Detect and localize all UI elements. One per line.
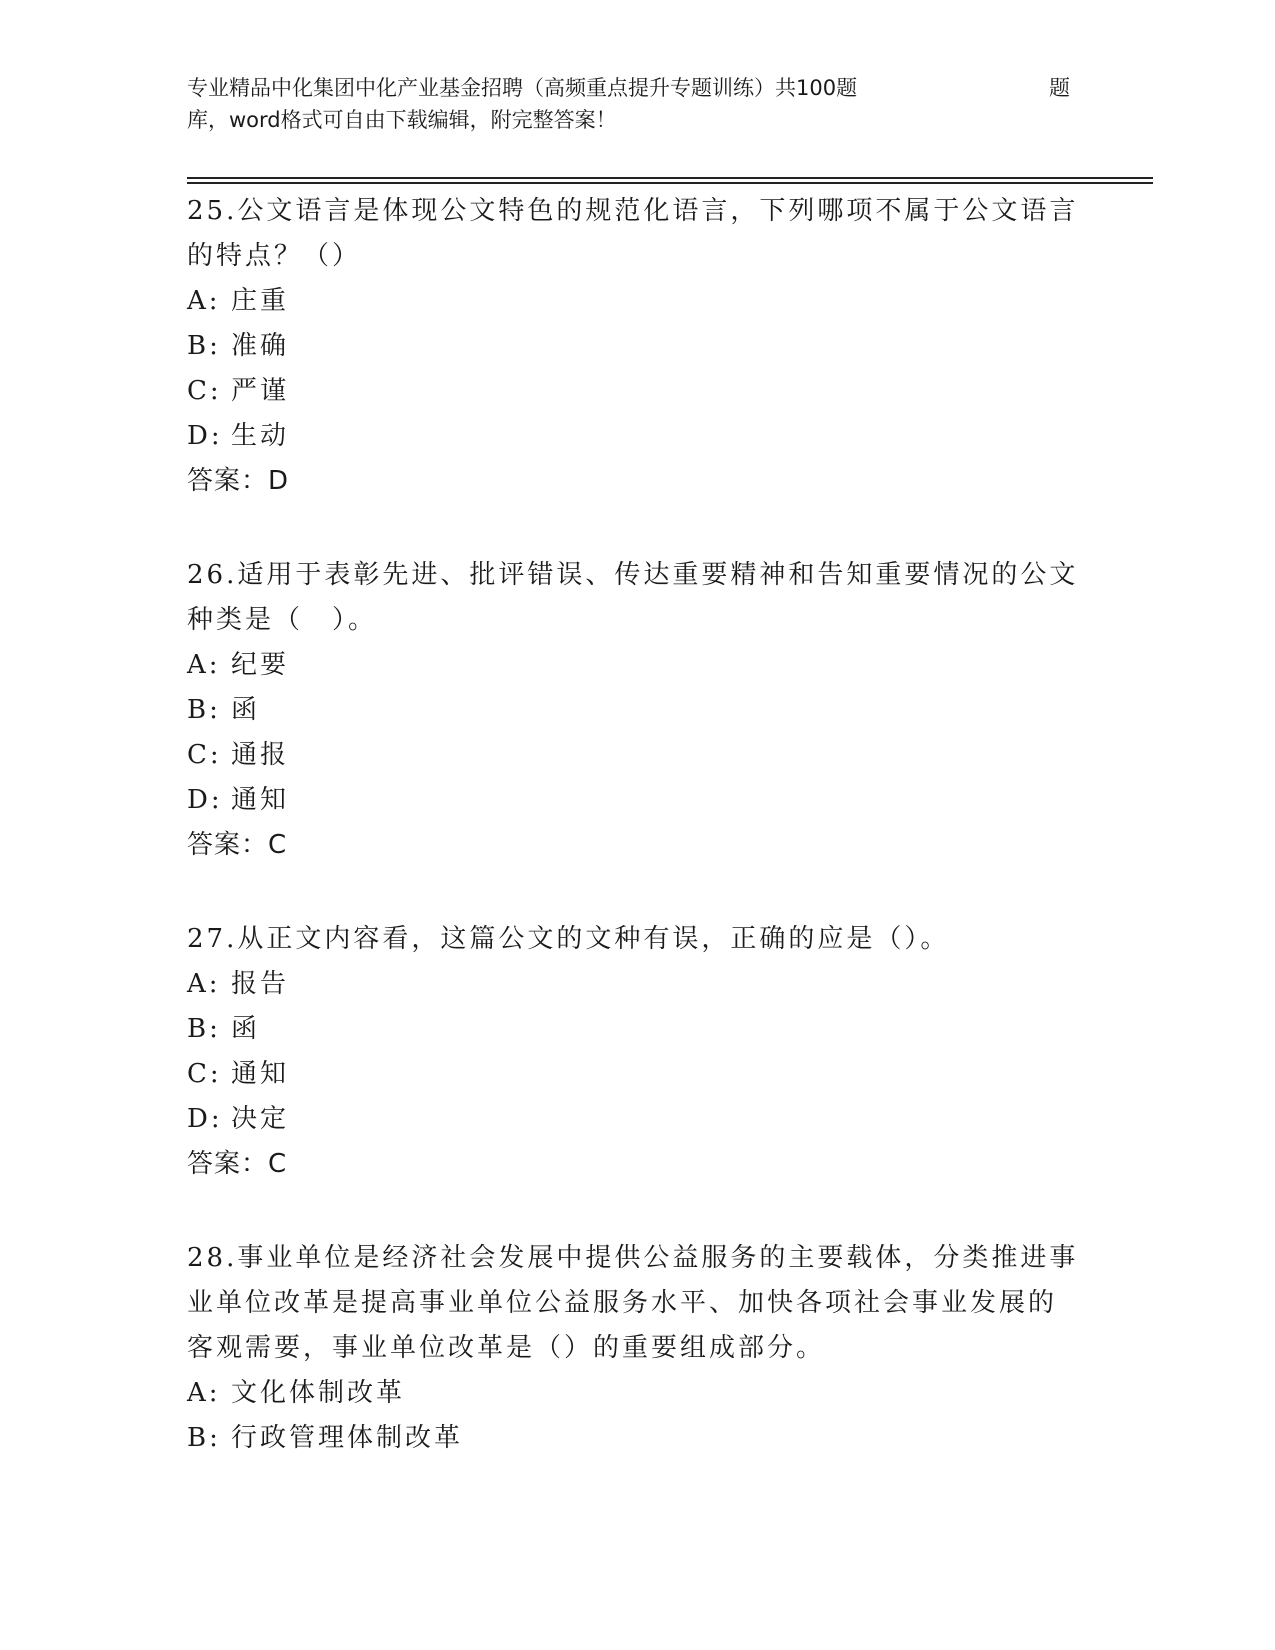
option-label: C: [187, 740, 222, 770]
option-text: 决定 [231, 1104, 290, 1134]
option-text: 文化体制改革 [231, 1378, 406, 1408]
option-b [187, 688, 1087, 733]
option-text: 生动 [231, 421, 290, 451]
header-title-tail: 题 [1049, 76, 1070, 100]
option-label: B: [187, 1423, 221, 1453]
option-text: 报告 [231, 969, 290, 999]
header-title: 专业精品中化集团中化产业基金招聘（高频重点提升专题训练）共100题 [187, 76, 858, 100]
option-a [187, 962, 1087, 1007]
option-a [187, 279, 1087, 324]
option-d [187, 414, 1087, 459]
question-27 [187, 917, 1087, 1187]
option-label: B: [187, 1014, 221, 1044]
question-stem-line: 28.事业单位是经济社会发展中提供公益服务的主要载体，分类推进事 [187, 1243, 1079, 1273]
option-text: 准确 [231, 331, 290, 361]
option-text: 行政管理体制改革 [231, 1423, 464, 1453]
option-c [187, 1052, 1087, 1097]
option-text: 函 [231, 695, 261, 725]
answer-line: 答案：C [187, 830, 288, 860]
header-line-2: 库，word格式可自由下载编辑，附完整答案！ [187, 108, 617, 132]
question-stem-line: 业单位改革是提高事业单位公益服务水平、加快各项社会事业发展的 [187, 1288, 1058, 1318]
option-label: A: [187, 1378, 221, 1408]
option-label: D: [187, 785, 223, 815]
option-label: D: [187, 421, 223, 451]
option-c [187, 733, 1087, 778]
question-stem-line: 的特点？（） [187, 241, 362, 271]
question-stem-line: 26.适用于表彰先进、批评错误、传达重要精神和告知重要情况的公文 [187, 560, 1079, 590]
answer-line: 答案：D [187, 466, 290, 496]
question-28 [187, 1236, 1087, 1461]
option-text: 通知 [231, 1059, 290, 1089]
option-text: 通知 [231, 785, 290, 815]
header-line-1 [187, 72, 1087, 104]
option-text: 严谨 [231, 376, 290, 406]
document-header [187, 72, 1087, 136]
header-divider-bottom [187, 182, 1153, 184]
question-stem-line: 种类是（ ）。 [187, 605, 378, 635]
option-b [187, 1007, 1087, 1052]
option-c [187, 369, 1087, 414]
option-label: A: [187, 969, 221, 999]
option-b [187, 324, 1087, 369]
option-text: 函 [231, 1014, 261, 1044]
question-25 [187, 189, 1087, 504]
option-label: A: [187, 650, 221, 680]
question-stem-line: 客观需要，事业单位改革是（）的重要组成部分。 [187, 1333, 826, 1363]
option-d [187, 1097, 1087, 1142]
question-stem-line: 25.公文语言是体现公文特色的规范化语言，下列哪项不属于公文语言 [187, 196, 1079, 226]
question-stem-line: 27.从正文内容看，这篇公文的文种有误，正确的应是（）。 [187, 924, 950, 954]
option-a [187, 1371, 1087, 1416]
option-label: B: [187, 331, 221, 361]
option-text: 纪要 [231, 650, 290, 680]
option-label: B: [187, 695, 221, 725]
option-text: 庄重 [231, 286, 290, 316]
option-label: A: [187, 286, 221, 316]
option-label: C: [187, 376, 222, 406]
option-d [187, 778, 1087, 823]
option-a [187, 643, 1087, 688]
header-divider-top [187, 177, 1153, 179]
option-label: C: [187, 1059, 222, 1089]
option-b [187, 1416, 1087, 1461]
question-26 [187, 553, 1087, 868]
option-text: 通报 [231, 740, 290, 770]
answer-line: 答案：C [187, 1149, 288, 1179]
option-label: D: [187, 1104, 223, 1134]
